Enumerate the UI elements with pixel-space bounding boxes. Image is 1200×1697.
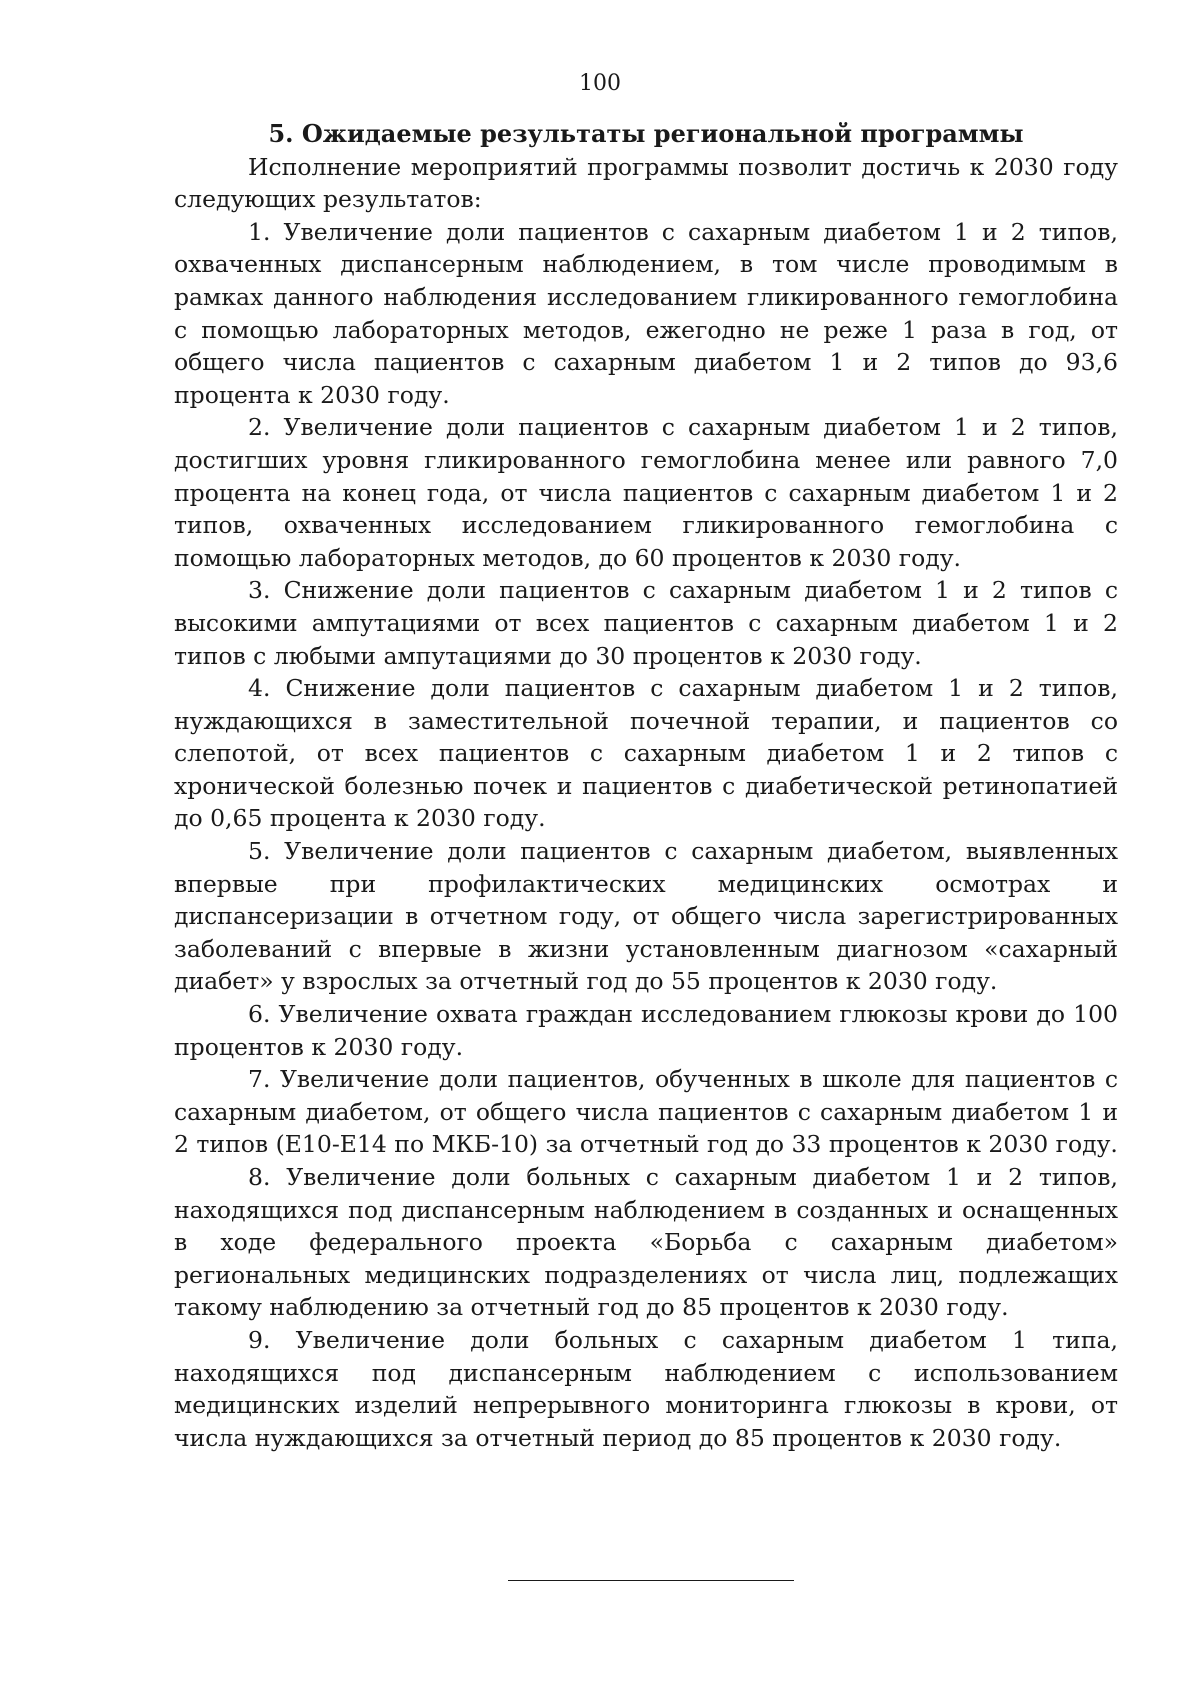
item-number: 2. xyxy=(248,413,271,442)
list-item xyxy=(174,1063,1118,1161)
list-item xyxy=(174,672,1118,835)
item-number: 8. xyxy=(248,1163,271,1191)
item-text: Увеличение доли пациентов с сахарным диабетом 1 и 2 типов, охваченных диспансерным наблюдением, в том числе проводимым в рамках данного наблюдения исследованием гликированного гемоглобина с помощью лабораторных методов, ежегодно не реже 1 раза в год, от общего числа пациентов с сахарным диабетом 1 и 2 типов до 93,6 процента к 2030 году. xyxy=(174,217,1118,409)
list-item xyxy=(174,1161,1118,1324)
item-number: 4. xyxy=(248,674,271,703)
item-text: Снижение доли пациентов с сахарным диабетом 1 и 2 типов с высокими ампутациями от всех пациентов с сахарным диабетом 1 и 2 типов с любыми ампутациями до 30 процентов к 2030 году. xyxy=(174,576,1118,670)
item-text: Увеличение доли пациентов, обученных в школе для пациентов с сахарным диабетом, от общего числа пациентов с сахарным диабетом 1 и 2 типов (Е10-Е14 по МКБ-10) за отчетный год до 33 процентов к 2030 году. xyxy=(174,1065,1118,1159)
section-title: 5. Ожидаемые результаты региональной программы xyxy=(268,119,1024,148)
item-text: Увеличение доли больных с сахарным диабетом 1 и 2 типов, находящихся под диспансерным наблюдением в созданных и оснащенных в ходе федерального проекта «Борьба с сахарным диабетом» региональных медицинских подразделениях от числа лиц, подлежащих такому наблюдению за отчетный год до 85 процентов к 2030 году. xyxy=(174,1163,1118,1322)
item-text: Увеличение охвата граждан исследованием глюкозы крови до 100 процентов к 2030 году. xyxy=(174,1000,1118,1061)
item-number: 9. xyxy=(248,1325,271,1354)
list-item xyxy=(174,216,1118,412)
item-number: 1. xyxy=(248,217,271,246)
list-item xyxy=(174,998,1118,1063)
item-text: Увеличение доли пациентов с сахарным диабетом 1 и 2 типов, достигших уровня гликированного гемоглобина менее или равного 7,0 процента на конец года, от числа пациентов с сахарным диабетом 1 и 2 типов, охваченных исследованием гликированного гемоглобина с помощью лабораторных методов, до 60 процентов к 2030 году. xyxy=(174,413,1118,572)
item-text: Снижение доли пациентов с сахарным диабетом 1 и 2 типов, нуждающихся в заместительной почечной терапии, и пациентов со слепотой, от всех пациентов с сахарным диабетом 1 и 2 типов с хронической болезнью почек и пациентов с диабетической ретинопатией до 0,65 процента к 2030 году. xyxy=(174,674,1118,833)
item-number: 5. xyxy=(248,837,271,866)
item-number: 6. xyxy=(248,1000,271,1029)
list-item xyxy=(174,1324,1118,1454)
footer-divider xyxy=(508,1580,794,1581)
item-text: Увеличение доли больных с сахарным диабетом 1 типа, находящихся под диспансерным наблюдением с использованием медицинских изделий непрерывного мониторинга глюкозы в крови, от числа нуждающихся за отчетный период до 85 процентов к 2030 году. xyxy=(174,1325,1118,1452)
list-item xyxy=(174,574,1118,672)
section-intro: Исполнение мероприятий программы позволит достичь к 2030 году следующих результатов: xyxy=(174,152,1118,214)
page-number: 100 xyxy=(579,71,621,96)
list-item xyxy=(174,411,1118,574)
item-number: 3. xyxy=(248,576,271,605)
list-item xyxy=(174,835,1118,998)
section-content xyxy=(174,118,1118,1454)
item-text: Увеличение доли пациентов с сахарным диабетом, выявленных впервые при профилактических медицинских осмотрах и диспансеризации в отчетном году, от общего числа зарегистрированных заболеваний с впервые в жизни установленным диагнозом «сахарный диабет» у взрослых за отчетный год до 55 процентов к 2030 году. xyxy=(174,837,1118,996)
item-number: 7. xyxy=(248,1065,271,1094)
